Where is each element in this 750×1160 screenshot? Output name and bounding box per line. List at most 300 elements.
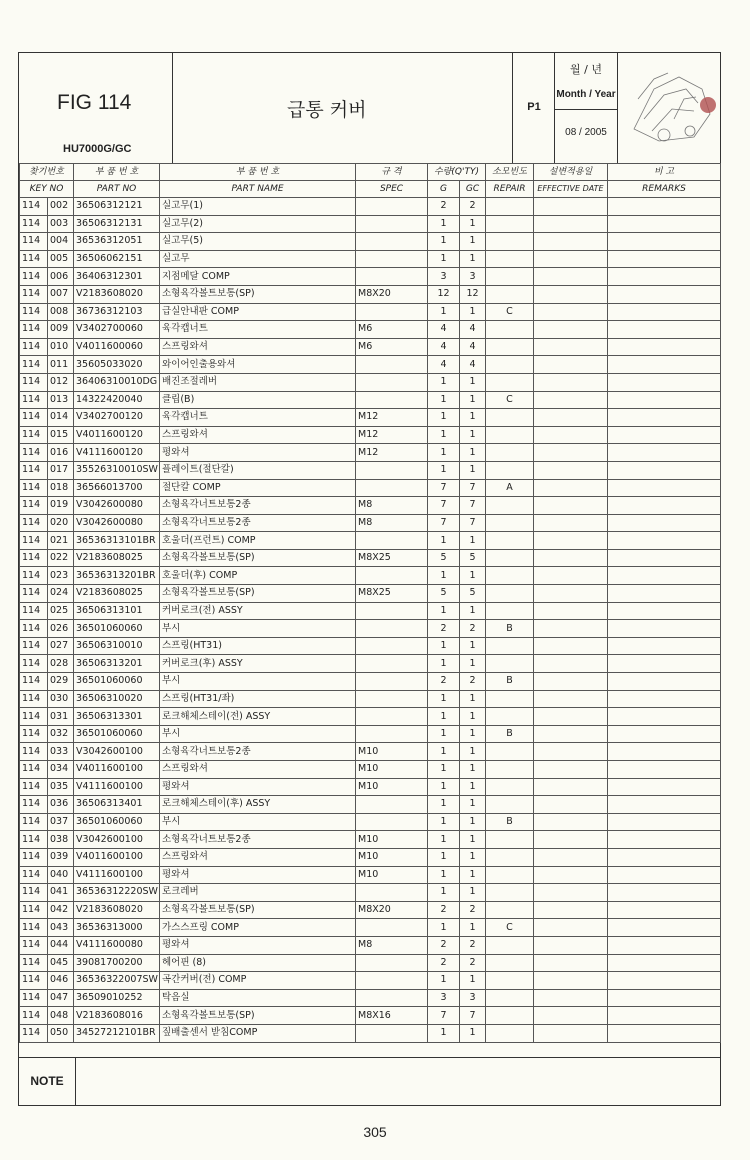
cell-part-name: 스프링와셔 bbox=[160, 761, 356, 779]
cell-part-no: V4011600120 bbox=[74, 426, 160, 444]
cell-effective-date bbox=[534, 743, 608, 761]
table-row bbox=[20, 673, 721, 691]
cell-effective-date bbox=[534, 461, 608, 479]
cell-part-name: 평와셔 bbox=[160, 778, 356, 796]
cell-fig: 114 bbox=[20, 831, 48, 849]
cell-spec: M10 bbox=[356, 866, 428, 884]
cell-key-no: 022 bbox=[48, 549, 74, 567]
cell-key-no: 041 bbox=[48, 884, 74, 902]
cell-part-name: 부시 bbox=[160, 673, 356, 691]
cell-qty-g: 7 bbox=[428, 479, 460, 497]
cell-remarks bbox=[608, 972, 721, 990]
cell-effective-date bbox=[534, 391, 608, 409]
cell-qty-g: 1 bbox=[428, 461, 460, 479]
cell-part-no: 36536313000 bbox=[74, 919, 160, 937]
cell-key-no: 007 bbox=[48, 285, 74, 303]
cell-part-name: 스프링(HT31/좌) bbox=[160, 690, 356, 708]
cell-fig: 114 bbox=[20, 426, 48, 444]
cell-part-no: 36501060060 bbox=[74, 620, 160, 638]
cell-part-name: 배진조절레버 bbox=[160, 373, 356, 391]
cell-qty-g: 1 bbox=[428, 426, 460, 444]
cell-key-no: 034 bbox=[48, 761, 74, 779]
cell-remarks bbox=[608, 813, 721, 831]
cell-effective-date bbox=[534, 690, 608, 708]
cell-effective-date bbox=[534, 989, 608, 1007]
cell-fig: 114 bbox=[20, 620, 48, 638]
table-row bbox=[20, 198, 721, 216]
cell-part-name: 커버로크(전) ASSY bbox=[160, 602, 356, 620]
cell-qty-gc: 1 bbox=[460, 461, 486, 479]
cell-effective-date bbox=[534, 338, 608, 356]
cell-remarks bbox=[608, 514, 721, 532]
cell-repair: C bbox=[486, 919, 534, 937]
date-cell bbox=[555, 53, 618, 163]
cell-fig: 114 bbox=[20, 215, 48, 233]
cell-part-name: 지점메달 COMP bbox=[160, 268, 356, 286]
cell-repair bbox=[486, 655, 534, 673]
cell-key-no: 006 bbox=[48, 268, 74, 286]
cell-part-name: 호울더(프런트) COMP bbox=[160, 532, 356, 550]
cell-fig: 114 bbox=[20, 268, 48, 286]
cell-qty-gc: 1 bbox=[460, 444, 486, 462]
cell-part-no: 36536312220SW bbox=[74, 884, 160, 902]
table-row bbox=[20, 655, 721, 673]
cell-repair bbox=[486, 585, 534, 603]
cell-key-no: 019 bbox=[48, 497, 74, 515]
cell-part-no: V3402700120 bbox=[74, 409, 160, 427]
table-row bbox=[20, 989, 721, 1007]
cell-qty-gc: 1 bbox=[460, 426, 486, 444]
cell-remarks bbox=[608, 1024, 721, 1042]
machine-thumbnail-icon bbox=[624, 59, 718, 155]
cell-qty-g: 1 bbox=[428, 532, 460, 550]
cell-key-no: 033 bbox=[48, 743, 74, 761]
cell-repair bbox=[486, 848, 534, 866]
cell-spec bbox=[356, 919, 428, 937]
cell-remarks bbox=[608, 585, 721, 603]
cell-qty-gc: 1 bbox=[460, 884, 486, 902]
cell-remarks bbox=[608, 461, 721, 479]
cell-repair bbox=[486, 989, 534, 1007]
cell-remarks bbox=[608, 690, 721, 708]
table-row bbox=[20, 831, 721, 849]
cell-spec bbox=[356, 725, 428, 743]
cell-part-name: 소형육각볼트보통(SP) bbox=[160, 549, 356, 567]
cell-part-no: V2183608025 bbox=[74, 549, 160, 567]
table-row bbox=[20, 778, 721, 796]
cell-key-no: 013 bbox=[48, 391, 74, 409]
cell-key-no: 028 bbox=[48, 655, 74, 673]
cell-qty-gc: 5 bbox=[460, 585, 486, 603]
cell-fig: 114 bbox=[20, 567, 48, 585]
cell-qty-g: 5 bbox=[428, 549, 460, 567]
cell-qty-g: 1 bbox=[428, 796, 460, 814]
cell-qty-g: 1 bbox=[428, 778, 460, 796]
cell-effective-date bbox=[534, 268, 608, 286]
cell-fig: 114 bbox=[20, 532, 48, 550]
cell-remarks bbox=[608, 479, 721, 497]
cell-repair bbox=[486, 936, 534, 954]
cell-qty-gc: 1 bbox=[460, 391, 486, 409]
cell-repair bbox=[486, 233, 534, 251]
cell-fig: 114 bbox=[20, 901, 48, 919]
cell-remarks bbox=[608, 444, 721, 462]
cell-part-no: V3042600100 bbox=[74, 743, 160, 761]
parts-sheet bbox=[18, 52, 721, 1106]
cell-part-no: 14322420040 bbox=[74, 391, 160, 409]
cell-qty-g: 2 bbox=[428, 198, 460, 216]
cell-key-no: 048 bbox=[48, 1007, 74, 1025]
cell-key-no: 003 bbox=[48, 215, 74, 233]
table-row bbox=[20, 585, 721, 603]
cell-fig: 114 bbox=[20, 585, 48, 603]
cell-part-no: 36536322007SW bbox=[74, 972, 160, 990]
col-remarks-kr: 비 고 bbox=[608, 164, 721, 181]
cell-remarks bbox=[608, 954, 721, 972]
cell-part-no: 36506313101 bbox=[74, 602, 160, 620]
cell-spec: M8 bbox=[356, 497, 428, 515]
cell-key-no: 021 bbox=[48, 532, 74, 550]
cell-spec bbox=[356, 215, 428, 233]
header-row-en bbox=[20, 181, 721, 198]
cell-qty-g: 1 bbox=[428, 303, 460, 321]
cell-qty-g: 1 bbox=[428, 444, 460, 462]
cell-qty-gc: 2 bbox=[460, 954, 486, 972]
table-row bbox=[20, 321, 721, 339]
cell-effective-date bbox=[534, 831, 608, 849]
col-eff-kr: 설변적용일 bbox=[534, 164, 608, 181]
cell-part-name: 급실안내판 COMP bbox=[160, 303, 356, 321]
col-part-no-en: PART NO bbox=[74, 181, 160, 198]
cell-remarks bbox=[608, 884, 721, 902]
cell-spec: M8 bbox=[356, 936, 428, 954]
cell-qty-g: 1 bbox=[428, 637, 460, 655]
cell-part-no: 36506313301 bbox=[74, 708, 160, 726]
cell-repair bbox=[486, 954, 534, 972]
cell-remarks bbox=[608, 725, 721, 743]
cell-qty-g: 1 bbox=[428, 690, 460, 708]
cell-qty-gc: 7 bbox=[460, 1007, 486, 1025]
cell-part-no: V4011600060 bbox=[74, 338, 160, 356]
cell-spec bbox=[356, 954, 428, 972]
cell-fig: 114 bbox=[20, 233, 48, 251]
cell-repair bbox=[486, 708, 534, 726]
cell-remarks bbox=[608, 250, 721, 268]
cell-spec bbox=[356, 479, 428, 497]
cell-qty-gc: 1 bbox=[460, 637, 486, 655]
page-code: P1 bbox=[527, 101, 541, 113]
cell-part-name: 절단칼 COMP bbox=[160, 479, 356, 497]
date-label-en: Month / Year bbox=[556, 89, 616, 100]
cell-part-name: 소형육각너트보통2종 bbox=[160, 497, 356, 515]
cell-key-no: 017 bbox=[48, 461, 74, 479]
cell-remarks bbox=[608, 198, 721, 216]
cell-part-name: 소형육각볼트보통(SP) bbox=[160, 585, 356, 603]
cell-part-no: 36501060060 bbox=[74, 725, 160, 743]
cell-spec bbox=[356, 303, 428, 321]
cell-repair bbox=[486, 198, 534, 216]
cell-part-no: V4111600080 bbox=[74, 936, 160, 954]
cell-key-no: 026 bbox=[48, 620, 74, 638]
cell-part-name: 로크해체스테이(후) ASSY bbox=[160, 796, 356, 814]
cell-effective-date bbox=[534, 426, 608, 444]
cell-fig: 114 bbox=[20, 602, 48, 620]
cell-effective-date bbox=[534, 233, 608, 251]
cell-qty-gc: 5 bbox=[460, 549, 486, 567]
cell-qty-g: 1 bbox=[428, 972, 460, 990]
cell-part-no: 36506310010 bbox=[74, 637, 160, 655]
page-number: 305 bbox=[363, 1124, 387, 1140]
cell-spec bbox=[356, 373, 428, 391]
cell-part-no: 36566013700 bbox=[74, 479, 160, 497]
cell-remarks bbox=[608, 567, 721, 585]
cell-repair bbox=[486, 1024, 534, 1042]
cell-remarks bbox=[608, 796, 721, 814]
cell-qty-gc: 4 bbox=[460, 321, 486, 339]
cell-repair bbox=[486, 602, 534, 620]
cell-spec bbox=[356, 198, 428, 216]
cell-spec: M8X25 bbox=[356, 549, 428, 567]
cell-part-name: 실고무 bbox=[160, 250, 356, 268]
cell-key-no: 011 bbox=[48, 356, 74, 374]
cell-part-name: 실고무(1) bbox=[160, 198, 356, 216]
cell-fig: 114 bbox=[20, 813, 48, 831]
cell-key-no: 009 bbox=[48, 321, 74, 339]
cell-fig: 114 bbox=[20, 1024, 48, 1042]
cell-qty-gc: 2 bbox=[460, 198, 486, 216]
cell-qty-g: 5 bbox=[428, 585, 460, 603]
cell-effective-date bbox=[534, 198, 608, 216]
cell-remarks bbox=[608, 848, 721, 866]
cell-qty-gc: 1 bbox=[460, 602, 486, 620]
cell-remarks bbox=[608, 303, 721, 321]
table-row bbox=[20, 796, 721, 814]
cell-part-no: V4011600100 bbox=[74, 761, 160, 779]
cell-part-name: 소형육각너트보통2종 bbox=[160, 514, 356, 532]
cell-part-name: 부시 bbox=[160, 813, 356, 831]
cell-qty-g: 1 bbox=[428, 1024, 460, 1042]
cell-fig: 114 bbox=[20, 936, 48, 954]
cell-qty-g: 1 bbox=[428, 919, 460, 937]
sheet-header bbox=[19, 53, 720, 164]
table-row bbox=[20, 620, 721, 638]
cell-qty-gc: 1 bbox=[460, 250, 486, 268]
cell-remarks bbox=[608, 602, 721, 620]
cell-remarks bbox=[608, 215, 721, 233]
table-row bbox=[20, 725, 721, 743]
cell-part-no: V4111600120 bbox=[74, 444, 160, 462]
col-spec-kr: 규 격 bbox=[356, 164, 428, 181]
col-remarks-en: REMARKS bbox=[608, 181, 721, 198]
cell-qty-gc: 1 bbox=[460, 813, 486, 831]
col-part-no-kr: 부 품 번 호 bbox=[74, 164, 160, 181]
cell-part-no: V3402700060 bbox=[74, 321, 160, 339]
table-row bbox=[20, 268, 721, 286]
cell-fig: 114 bbox=[20, 848, 48, 866]
table-row bbox=[20, 602, 721, 620]
cell-remarks bbox=[608, 936, 721, 954]
cell-part-no: V3042600100 bbox=[74, 831, 160, 849]
cell-repair bbox=[486, 285, 534, 303]
cell-part-name: 스프링와셔 bbox=[160, 426, 356, 444]
cell-spec: M8X20 bbox=[356, 901, 428, 919]
cell-spec bbox=[356, 268, 428, 286]
cell-qty-g: 1 bbox=[428, 391, 460, 409]
cell-qty-g: 1 bbox=[428, 743, 460, 761]
cell-remarks bbox=[608, 321, 721, 339]
cell-qty-gc: 1 bbox=[460, 778, 486, 796]
cell-effective-date bbox=[534, 620, 608, 638]
cell-qty-g: 1 bbox=[428, 215, 460, 233]
cell-qty-gc: 1 bbox=[460, 866, 486, 884]
cell-qty-gc: 7 bbox=[460, 514, 486, 532]
cell-spec: M12 bbox=[356, 444, 428, 462]
cell-repair bbox=[486, 901, 534, 919]
cell-repair bbox=[486, 497, 534, 515]
cell-effective-date bbox=[534, 901, 608, 919]
cell-repair bbox=[486, 637, 534, 655]
cell-remarks bbox=[608, 338, 721, 356]
cell-qty-gc: 4 bbox=[460, 338, 486, 356]
cell-repair bbox=[486, 268, 534, 286]
cell-effective-date bbox=[534, 673, 608, 691]
table-row bbox=[20, 743, 721, 761]
cell-part-no: 36736312103 bbox=[74, 303, 160, 321]
cell-effective-date bbox=[534, 919, 608, 937]
table-row bbox=[20, 479, 721, 497]
cell-part-name: 스프링와셔 bbox=[160, 848, 356, 866]
cell-remarks bbox=[608, 655, 721, 673]
title-cell bbox=[173, 53, 513, 163]
cell-key-no: 002 bbox=[48, 198, 74, 216]
cell-fig: 114 bbox=[20, 409, 48, 427]
cell-part-no: 35605033020 bbox=[74, 356, 160, 374]
note-section bbox=[19, 1057, 720, 1105]
cell-part-name: 육각캡너트 bbox=[160, 409, 356, 427]
cell-repair bbox=[486, 426, 534, 444]
table-row bbox=[20, 919, 721, 937]
cell-repair bbox=[486, 884, 534, 902]
cell-effective-date bbox=[534, 567, 608, 585]
col-key-en: KEY NO bbox=[20, 181, 74, 198]
cell-spec: M12 bbox=[356, 409, 428, 427]
cell-effective-date bbox=[534, 514, 608, 532]
cell-qty-g: 4 bbox=[428, 356, 460, 374]
cell-repair bbox=[486, 250, 534, 268]
table-row bbox=[20, 567, 721, 585]
cell-part-no: V4011600100 bbox=[74, 848, 160, 866]
cell-part-name: 부시 bbox=[160, 620, 356, 638]
cell-fig: 114 bbox=[20, 549, 48, 567]
cell-qty-g: 3 bbox=[428, 268, 460, 286]
cell-spec bbox=[356, 884, 428, 902]
cell-part-no: 35526310010SW bbox=[74, 461, 160, 479]
col-spec-en: SPEC bbox=[356, 181, 428, 198]
cell-qty-g: 1 bbox=[428, 884, 460, 902]
cell-remarks bbox=[608, 549, 721, 567]
cell-repair bbox=[486, 338, 534, 356]
cell-spec bbox=[356, 989, 428, 1007]
cell-part-no: 36406310010DG bbox=[74, 373, 160, 391]
cell-spec: M10 bbox=[356, 848, 428, 866]
cell-qty-gc: 2 bbox=[460, 620, 486, 638]
col-qty-kr: 수량(Q'TY) bbox=[428, 164, 486, 181]
cell-repair bbox=[486, 444, 534, 462]
cell-remarks bbox=[608, 620, 721, 638]
cell-fig: 114 bbox=[20, 373, 48, 391]
cell-qty-g: 2 bbox=[428, 954, 460, 972]
cell-effective-date bbox=[534, 813, 608, 831]
cell-part-name: 클립(B) bbox=[160, 391, 356, 409]
col-key-kr: 찾기번호 bbox=[20, 164, 74, 181]
cell-fig: 114 bbox=[20, 250, 48, 268]
cell-effective-date bbox=[534, 761, 608, 779]
cell-effective-date bbox=[534, 725, 608, 743]
cell-repair bbox=[486, 514, 534, 532]
cell-key-no: 046 bbox=[48, 972, 74, 990]
cell-effective-date bbox=[534, 866, 608, 884]
cell-key-no: 027 bbox=[48, 637, 74, 655]
cell-remarks bbox=[608, 708, 721, 726]
cell-fig: 114 bbox=[20, 321, 48, 339]
cell-qty-gc: 1 bbox=[460, 303, 486, 321]
cell-qty-gc: 1 bbox=[460, 796, 486, 814]
cell-spec bbox=[356, 637, 428, 655]
cell-part-name: 실고무(5) bbox=[160, 233, 356, 251]
col-part-name-en: PART NAME bbox=[160, 181, 356, 198]
cell-part-no: V2183608020 bbox=[74, 901, 160, 919]
table-row bbox=[20, 532, 721, 550]
cell-fig: 114 bbox=[20, 444, 48, 462]
cell-qty-gc: 1 bbox=[460, 848, 486, 866]
table-row bbox=[20, 1024, 721, 1042]
cell-effective-date bbox=[534, 585, 608, 603]
cell-part-name: 소형육각볼트보통(SP) bbox=[160, 901, 356, 919]
cell-remarks bbox=[608, 285, 721, 303]
cell-fig: 114 bbox=[20, 655, 48, 673]
table-row bbox=[20, 690, 721, 708]
cell-key-no: 015 bbox=[48, 426, 74, 444]
cell-qty-gc: 12 bbox=[460, 285, 486, 303]
col-qty-gc: GC bbox=[460, 181, 486, 198]
cell-repair bbox=[486, 567, 534, 585]
cell-effective-date bbox=[534, 972, 608, 990]
cell-fig: 114 bbox=[20, 778, 48, 796]
cell-part-name: 소형육각볼트보통(SP) bbox=[160, 1007, 356, 1025]
cell-part-no: V4111600100 bbox=[74, 778, 160, 796]
cell-spec bbox=[356, 620, 428, 638]
cell-effective-date bbox=[534, 637, 608, 655]
cell-remarks bbox=[608, 761, 721, 779]
cell-part-no: 34527212101BR bbox=[74, 1024, 160, 1042]
cell-qty-g: 7 bbox=[428, 497, 460, 515]
note-label: NOTE bbox=[19, 1058, 76, 1105]
cell-key-no: 042 bbox=[48, 901, 74, 919]
cell-part-name: 소형육각너트보통2종 bbox=[160, 743, 356, 761]
cell-spec bbox=[356, 391, 428, 409]
table-row bbox=[20, 250, 721, 268]
cell-remarks bbox=[608, 743, 721, 761]
parts-table bbox=[19, 163, 721, 1043]
cell-key-no: 037 bbox=[48, 813, 74, 831]
cell-part-no: 36501060060 bbox=[74, 813, 160, 831]
cell-qty-g: 1 bbox=[428, 866, 460, 884]
cell-remarks bbox=[608, 391, 721, 409]
cell-qty-g: 2 bbox=[428, 936, 460, 954]
table-row bbox=[20, 461, 721, 479]
cell-fig: 114 bbox=[20, 1007, 48, 1025]
table-row bbox=[20, 848, 721, 866]
